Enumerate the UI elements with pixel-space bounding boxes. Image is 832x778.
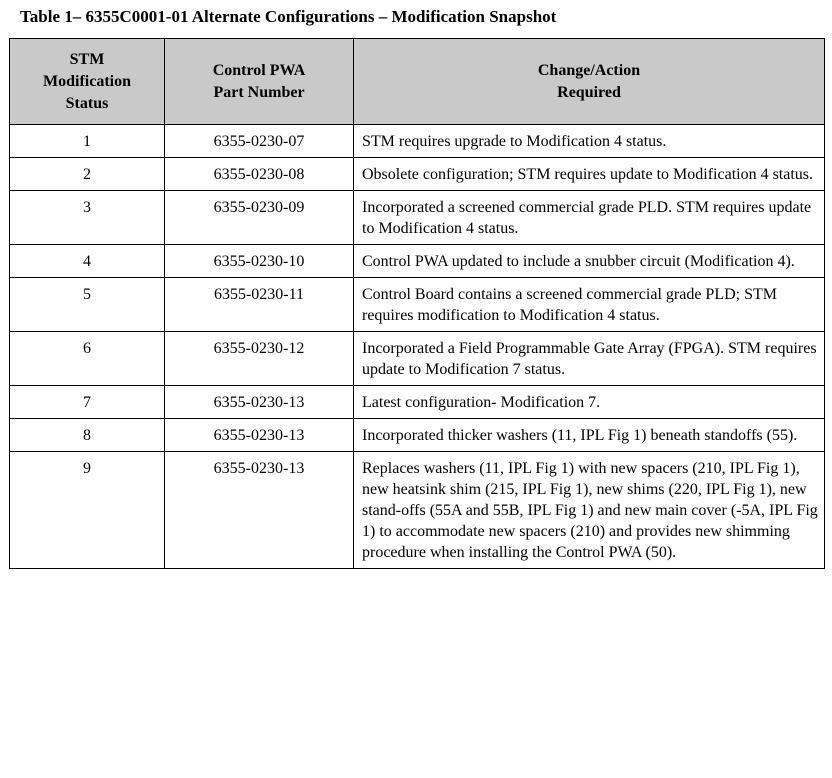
- part-number-cell: 6355-0230-07: [165, 125, 354, 158]
- change-action-cell: Incorporated a screened commercial grade PLD. STM requires update to Modification 4 status.: [354, 191, 825, 245]
- header-control-pwa-part-number: [165, 39, 354, 125]
- change-action-cell: Incorporated thicker washers (11, IPL Fig 1) beneath standoffs (55).: [354, 419, 825, 452]
- status-cell: 9: [10, 452, 165, 569]
- status-cell: 1: [10, 125, 165, 158]
- header-line: Control PWA: [212, 61, 306, 79]
- change-action-cell: STM requires upgrade to Modification 4 status.: [354, 125, 825, 158]
- table-row: [10, 245, 825, 278]
- table-row: [10, 452, 825, 569]
- modification-table: [9, 38, 825, 569]
- part-number-cell: 6355-0230-11: [165, 278, 354, 332]
- header-line: Change/Action: [537, 61, 641, 79]
- header-line: STM: [69, 50, 105, 68]
- table-caption: Table 1– 6355C0001-01 Alternate Configurations – Modification Snapshot: [20, 7, 557, 26]
- change-action-cell: Control PWA updated to include a snubber circuit (Modification 4).: [354, 245, 825, 278]
- table-row: [10, 278, 825, 332]
- table-row: [10, 191, 825, 245]
- header-line: Required: [557, 83, 621, 101]
- table-row: [10, 158, 825, 191]
- change-action-cell: Replaces washers (11, IPL Fig 1) with new spacers (210, IPL Fig 1), new heatsink shim (215, IPL Fig 1), new shims (220, IPL Fig 1), new stand-offs (55A and 55B, IPL Fig 1) and new main cover (-5A, IPL Fig 1) to accommodate new spacers (210) and provides new shimming procedure when installing the Control PWA (50).: [354, 452, 825, 569]
- table-row: [10, 386, 825, 419]
- status-cell: 8: [10, 419, 165, 452]
- part-number-cell: 6355-0230-09: [165, 191, 354, 245]
- status-cell: 6: [10, 332, 165, 386]
- part-number-cell: 6355-0230-12: [165, 332, 354, 386]
- status-cell: 3: [10, 191, 165, 245]
- table-row: [10, 419, 825, 452]
- status-cell: 7: [10, 386, 165, 419]
- table-header-row: [10, 39, 825, 125]
- header-line: Modification: [43, 72, 131, 90]
- change-action-cell: Obsolete configuration; STM requires update to Modification 4 status.: [354, 158, 825, 191]
- part-number-cell: 6355-0230-13: [165, 452, 354, 569]
- change-action-cell: Incorporated a Field Programmable Gate Array (FPGA). STM requires update to Modification 7 status.: [354, 332, 825, 386]
- change-action-cell: Control Board contains a screened commercial grade PLD; STM requires modification to Modification 4 status.: [354, 278, 825, 332]
- table-row: [10, 125, 825, 158]
- part-number-cell: 6355-0230-08: [165, 158, 354, 191]
- status-cell: 5: [10, 278, 165, 332]
- header-change-action-required: [354, 39, 825, 125]
- change-action-cell: Latest configuration- Modification 7.: [354, 386, 825, 419]
- part-number-cell: 6355-0230-13: [165, 386, 354, 419]
- table-row: [10, 332, 825, 386]
- part-number-cell: 6355-0230-10: [165, 245, 354, 278]
- header-line: Status: [65, 94, 109, 112]
- header-stm-modification-status: [10, 39, 165, 125]
- part-number-cell: 6355-0230-13: [165, 419, 354, 452]
- status-cell: 4: [10, 245, 165, 278]
- status-cell: 2: [10, 158, 165, 191]
- header-line: Part Number: [213, 83, 305, 101]
